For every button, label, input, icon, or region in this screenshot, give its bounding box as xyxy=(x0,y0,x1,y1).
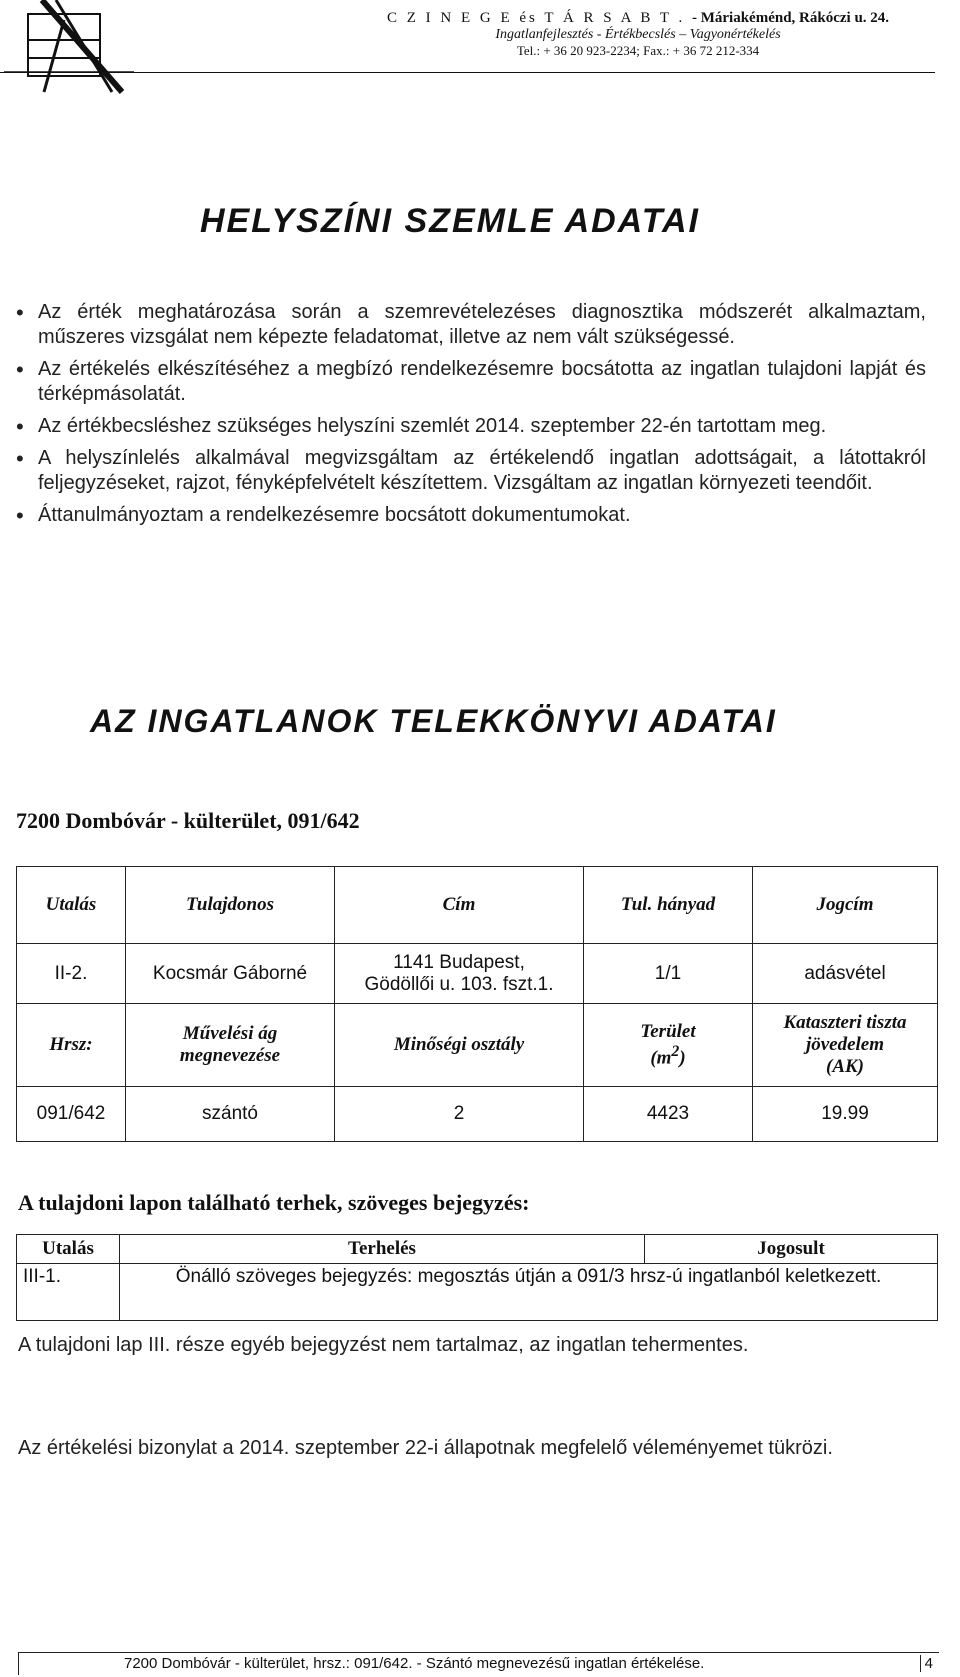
col-header-utalas: Utalás xyxy=(17,867,126,944)
cim-line: 1141 Budapest, xyxy=(393,951,525,973)
col-header-terheles: Terhelés xyxy=(120,1235,645,1264)
firm-contact: Tel.: + 36 20 923-2234; Fax.: + 36 72 212-334 xyxy=(516,43,760,58)
survey-bullet-list xyxy=(16,300,926,535)
col-header-utalas: Utalás xyxy=(17,1235,120,1264)
cell-utalas: II-2. xyxy=(17,944,126,1004)
col-header-cim: Cím xyxy=(335,867,584,944)
header-line: Terület xyxy=(640,1020,696,1042)
header-line: Kataszteri tiszta xyxy=(783,1012,907,1033)
bullet-item: • Áttanulmányoztam a rendelkezésemre bocsátott dokumentumokat. xyxy=(16,503,926,528)
encumbrance-table xyxy=(16,1234,938,1321)
col-header-muvelesi-ag xyxy=(126,1004,335,1087)
cell-terheles: Önálló szöveges bejegyzés: megosztás útján a 091/3 hrsz-ú ingatlanból keletkezett. xyxy=(120,1264,938,1321)
table-row xyxy=(17,944,938,1004)
table-header-row xyxy=(17,867,938,944)
cell-terulet: 4423 xyxy=(584,1087,753,1142)
header-line xyxy=(588,1043,748,1069)
header-divider xyxy=(0,72,935,73)
table-row xyxy=(17,1087,938,1142)
page-footer xyxy=(18,1652,939,1675)
cell-utalas: III-1. xyxy=(17,1264,120,1321)
col-header-jogosult: Jogosult xyxy=(645,1235,938,1264)
col-header-tul-hanyad: Tul. hányad xyxy=(584,867,753,944)
cell-muvelesi: szántó xyxy=(126,1087,335,1142)
land-registry-title: AZ INGATLANOK TELEKKÖNYVI ADATAI xyxy=(90,703,777,739)
col-header-kataszteri-jovedelem xyxy=(753,1004,938,1087)
cim-line: Gödöllői u. 103. fszt.1. xyxy=(364,973,554,995)
cell-cim xyxy=(335,944,584,1004)
company-logo xyxy=(4,0,134,96)
cell-tulajdonos: Kocsmár Gáborné xyxy=(126,944,335,1004)
bullet-item: • A helyszínlelés alkalmával megvizsgáltam az értékelendő ingatlan adottságait, a látottakról feljegyzéseket, rajzot, fényképfelvételt készítettem. Vizsgáltam az ingatlan környezeti teendőit. xyxy=(16,446,926,496)
col-header-hrsz: Hrsz: xyxy=(17,1004,126,1087)
land-registry-table xyxy=(16,866,938,1142)
table-header-row xyxy=(17,1235,938,1264)
header-line: (AK) xyxy=(826,1056,864,1077)
company-name xyxy=(358,10,918,27)
bullet-item: • Az értékelés elkészítéséhez a megbízó rendelkezésemre bocsátotta az ingatlan tulajdoni lapját és térképmásolatát. xyxy=(16,357,926,407)
table-header-row xyxy=(17,1004,938,1087)
header-line: Művelési ág xyxy=(182,1023,278,1044)
cell-jogcim: adásvétel xyxy=(753,944,938,1004)
header-line: megnevezése xyxy=(179,1045,281,1066)
firm-address: - Máriakéménd, Rákóczi u. 24. xyxy=(691,10,890,26)
unit-exponent: 2 xyxy=(671,1042,680,1060)
col-header-terulet xyxy=(584,1004,753,1087)
site-survey-title: HELYSZÍNI SZEMLE ADATAI xyxy=(200,202,700,240)
letterhead xyxy=(358,10,918,59)
cell-minosegi: 2 xyxy=(335,1087,584,1142)
valuation-note: Az értékelési bizonylat a 2014. szeptember 22-i állapotnak megfelelő véleményemet tükrözi. xyxy=(18,1437,833,1459)
col-header-tulajdonos: Tulajdonos xyxy=(126,867,335,944)
firm-name: C Z I N E G E és T Á R S A B T . xyxy=(386,10,686,26)
table-row xyxy=(17,1264,938,1321)
firm-services: Ingatlanfejlesztés - Értékbecslés – Vagyonértékelés xyxy=(495,27,781,42)
property-heading: 7200 Dombóvár - külterület, 091/642 xyxy=(16,808,360,833)
cell-hrsz: 091/642 xyxy=(17,1087,126,1142)
cell-hanyad: 1/1 xyxy=(584,944,753,1004)
cell-ak: 19.99 xyxy=(753,1087,938,1142)
col-header-jogcim: Jogcím xyxy=(753,867,938,944)
unit-text: ) xyxy=(679,1047,686,1069)
footer-text: 7200 Dombóvár - külterület, hrsz.: 091/642. - Szántó megnevezésű ingatlan értékelése. xyxy=(124,1655,705,1672)
encumbrance-heading: A tulajdoni lapon található terhek, szöveges bejegyzés: xyxy=(18,1190,530,1215)
bullet-item: • Az értékbecsléshez szükséges helyszíni szemlét 2014. szeptember 22-én tartottam meg. xyxy=(16,414,926,439)
unit-text: (m xyxy=(650,1047,672,1069)
header-line: jövedelem xyxy=(805,1034,885,1055)
encumbrance-note: A tulajdoni lap III. része egyéb bejegyzést nem tartalmaz, az ingatlan tehermentes. xyxy=(18,1334,749,1356)
bullet-item: • Az érték meghatározása során a szemrevételezéses diagnosztika módszerét alkalmaztam, műszeres vizsgálat nem képezte feladatomat, illetve az nem vált szükségessé. xyxy=(16,300,926,350)
page-number: 4 xyxy=(920,1655,933,1672)
col-header-minosegi-osztaly: Minőségi osztály xyxy=(335,1004,584,1087)
